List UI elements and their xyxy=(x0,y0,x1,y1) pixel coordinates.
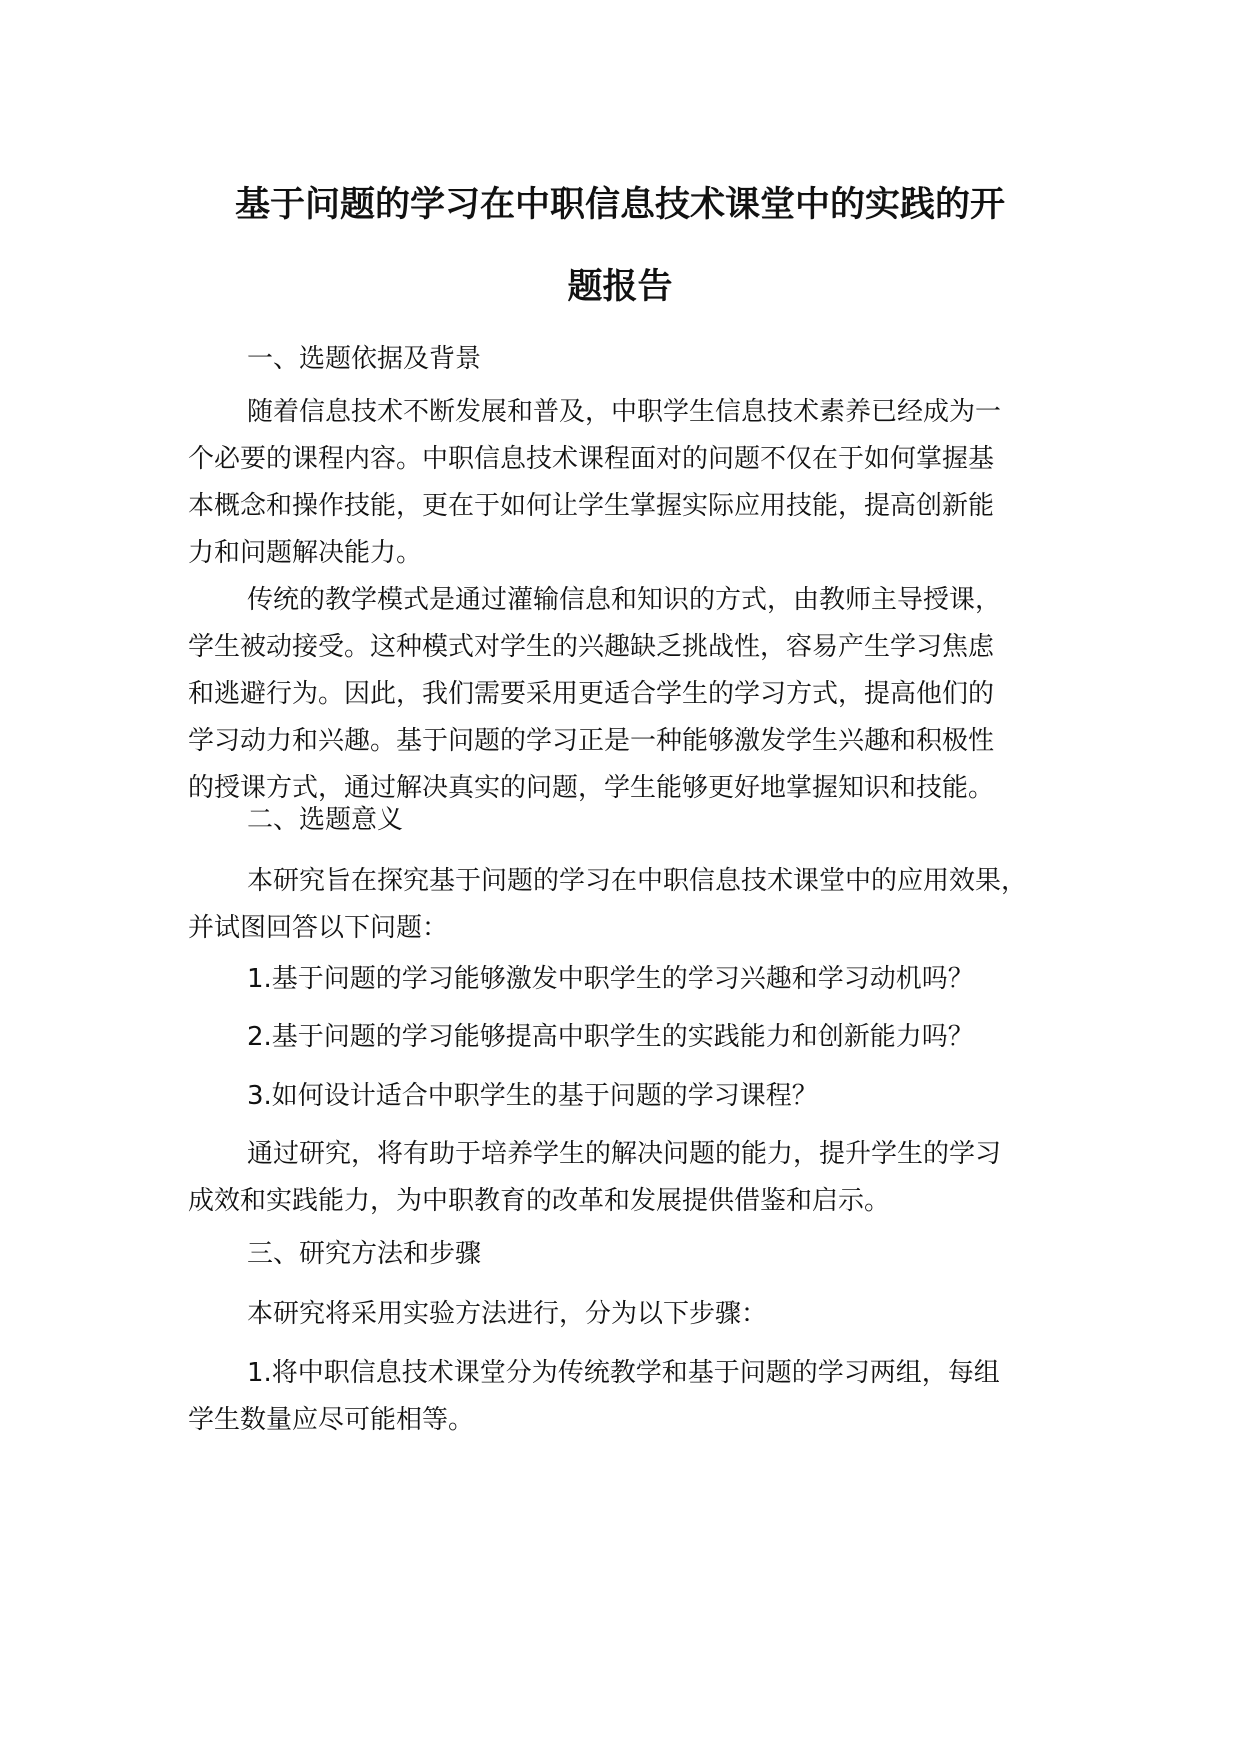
paragraph-line: 本研究旨在探究基于问题的学习在中职信息技术课堂中的应用效果， xyxy=(247,866,1028,896)
section-3-paragraph-1: 本研究将采用实验方法进行，分为以下步骤： xyxy=(247,1299,768,1329)
section-2-paragraph-1 xyxy=(188,858,1068,952)
paragraph-line: 通过研究，将有助于培养学生的解决问题的能力，提升学生的学习 xyxy=(247,1139,1002,1169)
question-1: 1.基于问题的学习能够激发中职学生的学习兴趣和学习动机吗？ xyxy=(247,964,974,994)
paragraph-line: 1.将中职信息技术课堂分为传统教学和基于问题的学习两组，每组 xyxy=(247,1358,1000,1388)
paragraph-line: 和逃避行为。因此，我们需要采用更适合学生的学习方式，提高他们的 xyxy=(188,679,995,709)
paragraph-line: 学生数量应尽可能相等。 xyxy=(188,1405,475,1435)
paragraph-line: 本概念和操作技能，更在于如何让学生掌握实际应用技能，提高创新能 xyxy=(188,491,995,521)
paragraph-line: 成效和实践能力，为中职教育的改革和发展提供借鉴和启示。 xyxy=(188,1186,891,1216)
section-1-heading: 一、选题依据及背景 xyxy=(247,344,482,374)
question-3: 3.如何设计适合中职学生的基于问题的学习课程？ xyxy=(247,1081,818,1111)
paragraph-line: 的授课方式，通过解决真实的问题，学生能够更好地掌握知识和技能。 xyxy=(188,773,995,803)
paragraph-line: 学生被动接受。这种模式对学生的兴趣缺乏挑战性，容易产生学习焦虑 xyxy=(188,632,995,662)
section-1-paragraph-2 xyxy=(188,577,1068,812)
question-2: 2.基于问题的学习能够提高中职学生的实践能力和创新能力吗？ xyxy=(247,1022,974,1052)
document-title-line-2: 题报告 xyxy=(567,267,673,307)
paragraph-line: 并试图回答以下问题： xyxy=(188,913,449,943)
paragraph-line: 力和问题解决能力。 xyxy=(188,538,423,568)
paragraph-line: 学习动力和兴趣。基于问题的学习正是一种能够激发学生兴趣和积极性 xyxy=(188,726,995,756)
step-1 xyxy=(188,1350,1068,1444)
section-1-paragraph-1 xyxy=(188,389,1068,577)
paragraph-line: 随着信息技术不断发展和普及，中职学生信息技术素养已经成为一 xyxy=(247,397,1002,427)
paragraph-line: 个必要的课程内容。中职信息技术课程面对的问题不仅在于如何掌握基 xyxy=(188,444,995,474)
section-3-heading: 三、研究方法和步骤 xyxy=(247,1239,482,1269)
section-2-heading: 二、选题意义 xyxy=(247,805,404,835)
section-2-paragraph-2 xyxy=(188,1131,1068,1225)
paragraph-line: 传统的教学模式是通过灌输信息和知识的方式，由教师主导授课， xyxy=(247,585,1002,615)
document-title-line-1: 基于问题的学习在中职信息技术课堂中的实践的开 xyxy=(234,185,1005,225)
